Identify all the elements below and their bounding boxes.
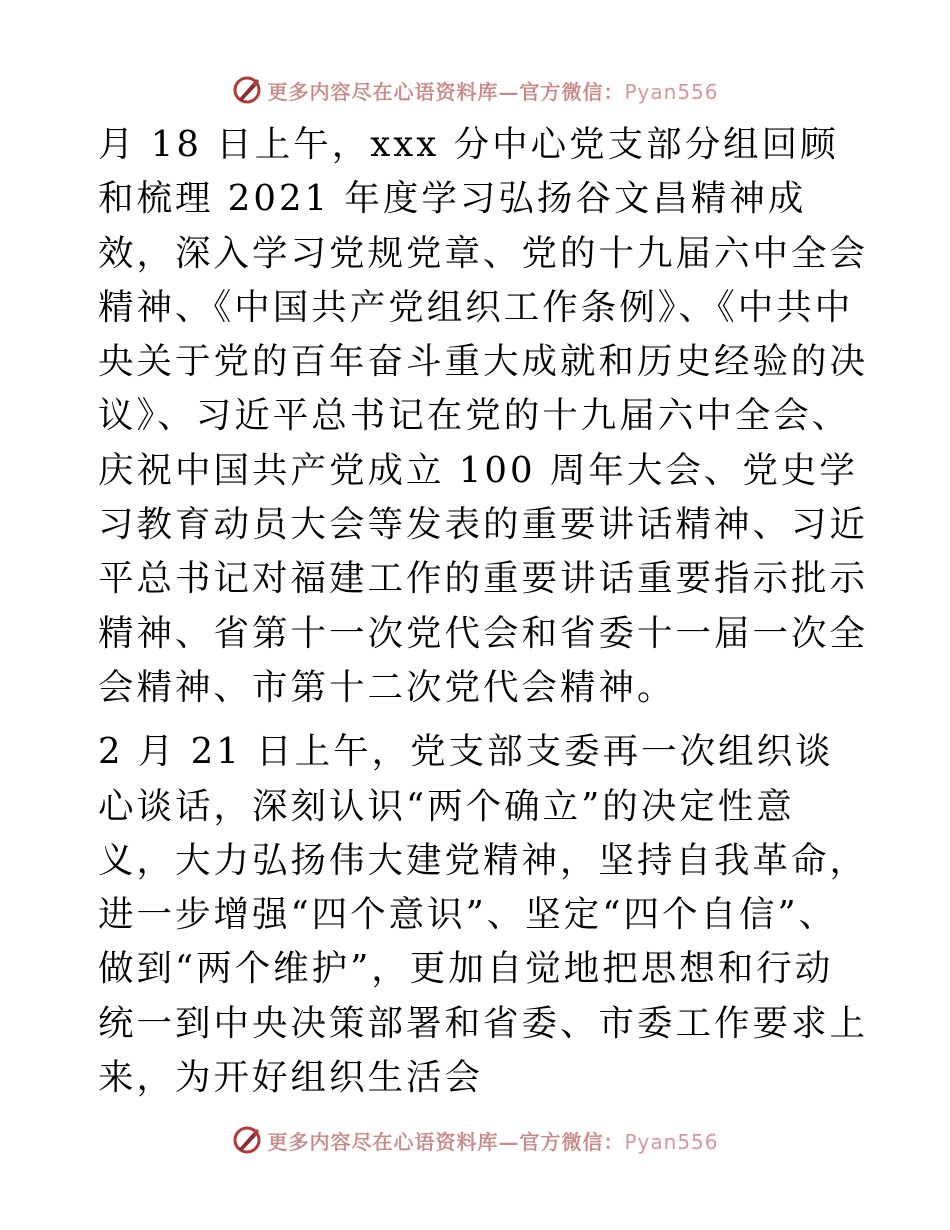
document-body [98,118,868,1105]
paragraph-2: 2 月 21 日上午，党支部支委再一次组织谈心谈话，深刻认识“两个确立”的决定性意义，大力弘扬伟大建党精神，坚持自我革命，进一步增强“四个意识”、坚定“四个自信”、做到“两个维护”，更加自觉地把思想和行动统一到中央决策部署和省委、市委工作要求上来，为开好组织生活会 [98,731,869,1099]
watermark-text: 更多内容尽在心语资料库—官方微信：Pyan556 [267,1129,719,1154]
pen-logo-icon [231,1124,263,1156]
header-watermark [0,70,950,110]
paragraph-1: 月 18 日上午，xxx 分中心党支部分组回顾和梳理 2021 年度学习弘扬谷文昌精神成效，深入学习党规党章、党的十九届六中全会精神、《中国共产党组织工作条例》、《中共中央关于党的百年奋斗重大成就和历史经验的决议》、习近平总书记在党的十九届六中全会、庆祝中国共产党成立 100 周年大会、党史学习教育动员大会等发表的重要讲话精神、习近平总书记对福建工作的重要讲话重要指示批示精神、省第十一次党代会和省委十一届一次全会精神、市第十二次党代会精神。 [98,124,869,708]
footer-watermark [0,1120,950,1160]
pen-logo-icon [231,74,263,106]
watermark-text: 更多内容尽在心语资料库—官方微信：Pyan556 [267,79,719,104]
